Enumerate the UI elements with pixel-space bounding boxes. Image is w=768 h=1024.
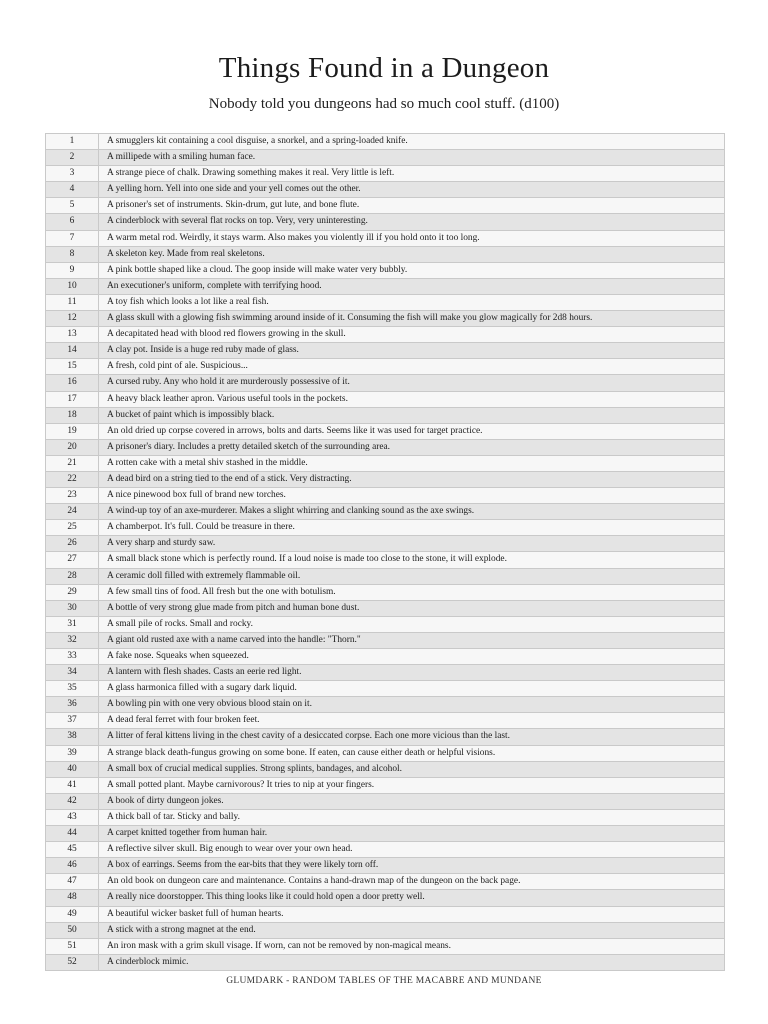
row-number: 1 xyxy=(46,134,99,149)
row-text: A decapitated head with blood red flowers growing in the skull. xyxy=(107,329,346,340)
table-row xyxy=(46,424,724,440)
row-text: A small potted plant. Maybe carnivorous? It tries to nip at your fingers. xyxy=(107,779,375,790)
row-text: A carpet knitted together from human hair. xyxy=(107,828,268,839)
row-number: 49 xyxy=(46,907,99,922)
row-number: 12 xyxy=(46,311,99,326)
table-row xyxy=(46,552,724,568)
page-footer: GLUMDARK - RANDOM TABLES OF THE MACABRE AND MUNDANE xyxy=(226,976,542,986)
row-number: 19 xyxy=(46,424,99,439)
table-row xyxy=(46,569,724,585)
row-number: 26 xyxy=(46,536,99,551)
table-row xyxy=(46,907,724,923)
table-row xyxy=(46,939,724,955)
row-number: 17 xyxy=(46,392,99,407)
table-row xyxy=(46,504,724,520)
table-row xyxy=(46,359,724,375)
table-row xyxy=(46,311,724,327)
row-number: 11 xyxy=(46,295,99,310)
row-number: 38 xyxy=(46,729,99,744)
table-row xyxy=(46,633,724,649)
table-row xyxy=(46,810,724,826)
row-number: 14 xyxy=(46,343,99,358)
row-number: 22 xyxy=(46,472,99,487)
table-row xyxy=(46,295,724,311)
row-text: A chamberpot. It's full. Could be treasure in there. xyxy=(107,522,295,533)
row-number: 47 xyxy=(46,874,99,889)
row-text: A prisoner's diary. Includes a pretty detailed sketch of the surrounding area. xyxy=(107,441,391,452)
table-row xyxy=(46,794,724,810)
row-text: A pink bottle shaped like a cloud. The goop inside will make water very bubbly. xyxy=(107,264,408,275)
row-text: A beautiful wicker basket full of human hearts. xyxy=(107,908,284,919)
row-number: 29 xyxy=(46,585,99,600)
row-text: A nice pinewood box full of brand new torches. xyxy=(107,490,286,501)
row-text: A small box of crucial medical supplies. Strong splints, bandages, and alcohol. xyxy=(107,763,402,774)
row-number: 35 xyxy=(46,681,99,696)
table-row xyxy=(46,874,724,890)
table-row xyxy=(46,182,724,198)
row-text: A bottle of very strong glue made from pitch and human bone dust. xyxy=(107,602,360,613)
table-row xyxy=(46,375,724,391)
row-number: 23 xyxy=(46,488,99,503)
table-row xyxy=(46,247,724,263)
row-number: 6 xyxy=(46,214,99,229)
row-number: 33 xyxy=(46,649,99,664)
row-text: A smugglers kit containing a cool disguise, a snorkel, and a spring-loaded knife. xyxy=(107,136,408,146)
row-number: 31 xyxy=(46,617,99,632)
row-number: 7 xyxy=(46,231,99,246)
table-row xyxy=(46,826,724,842)
row-text: A wind-up toy of an axe-murderer. Makes a slight whirring and clanking sound as the axe swings. xyxy=(107,506,475,517)
row-number: 24 xyxy=(46,504,99,519)
row-text: A warm metal rod. Weirdly, it stays warm. Also makes you violently ill if you hold onto it too long. xyxy=(107,232,480,243)
row-number: 37 xyxy=(46,713,99,728)
row-number: 32 xyxy=(46,633,99,648)
row-text: A clay pot. Inside is a huge red ruby made of glass. xyxy=(107,345,299,356)
row-number: 18 xyxy=(46,408,99,423)
table-row xyxy=(46,955,724,971)
table-row xyxy=(46,214,724,230)
row-number: 41 xyxy=(46,778,99,793)
table-row xyxy=(46,456,724,472)
table-row xyxy=(46,279,724,295)
row-number: 46 xyxy=(46,858,99,873)
row-text: A lantern with flesh shades. Casts an eerie red light. xyxy=(107,667,302,678)
table-row xyxy=(46,520,724,536)
row-number: 48 xyxy=(46,890,99,905)
row-text: A fresh, cold pint of ale. Suspicious... xyxy=(107,361,248,372)
table-row xyxy=(46,472,724,488)
row-number: 25 xyxy=(46,520,99,535)
table-row xyxy=(46,150,724,166)
row-text: A glass harmonica filled with a sugary dark liquid. xyxy=(107,683,297,694)
row-text: A reflective silver skull. Big enough to wear over your own head. xyxy=(107,844,353,855)
row-number: 20 xyxy=(46,440,99,455)
row-text: A yelling horn. Yell into one side and your yell comes out the other. xyxy=(107,184,361,195)
row-number: 2 xyxy=(46,150,99,165)
table-row xyxy=(46,858,724,874)
row-text: A stick with a strong magnet at the end. xyxy=(107,924,256,935)
row-text: A really nice doorstopper. This thing looks like it could hold open a door pretty well. xyxy=(107,892,425,903)
row-text: An old dried up corpse covered in arrows, bolts and darts. Seems like it was used for target practice. xyxy=(107,425,483,436)
row-text: A litter of feral kittens living in the chest cavity of a desiccated corpse. Each one more vicious than the last. xyxy=(107,731,510,742)
table-row xyxy=(46,488,724,504)
row-number: 9 xyxy=(46,263,99,278)
row-text: A dead feral ferret with four broken feet. xyxy=(107,715,260,726)
row-text: A cinderblock with several flat rocks on top. Very, very uninteresting. xyxy=(107,216,368,227)
row-text: A cursed ruby. Any who hold it are murderously possessive of it. xyxy=(107,377,350,388)
table-row xyxy=(46,198,724,214)
dungeon-items-table xyxy=(45,133,725,971)
row-text: A skeleton key. Made from real skeletons. xyxy=(107,248,265,259)
row-text: A few small tins of food. All fresh but the one with botulism. xyxy=(107,586,336,597)
table-row xyxy=(46,729,724,745)
table-row xyxy=(46,134,724,150)
table-row xyxy=(46,778,724,794)
row-text: A glass skull with a glowing fish swimming around inside of it. Consuming the fish will make you glow magically for 2d8 hours. xyxy=(107,313,593,324)
row-number: 42 xyxy=(46,794,99,809)
row-text: A thick ball of tar. Sticky and bally. xyxy=(107,811,240,822)
row-number: 4 xyxy=(46,182,99,197)
table-row xyxy=(46,762,724,778)
row-number: 15 xyxy=(46,359,99,374)
row-text: A toy fish which looks a lot like a real fish. xyxy=(107,296,269,307)
table-row xyxy=(46,536,724,552)
row-text: An executioner's uniform, complete with terrifying hood. xyxy=(107,280,322,291)
row-text: A giant old rusted axe with a name carved into the handle: "Thorn." xyxy=(107,634,361,645)
row-number: 40 xyxy=(46,762,99,777)
table-row xyxy=(46,649,724,665)
row-text: A bucket of paint which is impossibly black. xyxy=(107,409,275,420)
table-row xyxy=(46,746,724,762)
table-row xyxy=(46,923,724,939)
table-row xyxy=(46,166,724,182)
row-number: 8 xyxy=(46,247,99,262)
page-subtitle: Nobody told you dungeons had so much cool stuff. (d100) xyxy=(208,96,560,112)
row-text: A book of dirty dungeon jokes. xyxy=(107,795,224,806)
table-row xyxy=(46,231,724,247)
table-row xyxy=(46,890,724,906)
row-text: A very sharp and sturdy saw. xyxy=(107,538,216,549)
row-text: A prisoner's set of instruments. Skin-drum, gut lute, and bone flute. xyxy=(107,200,360,211)
row-number: 50 xyxy=(46,923,99,938)
row-text: An old book on dungeon care and maintenance. Contains a hand-drawn map of the dungeon on the back page. xyxy=(107,876,521,887)
row-number: 34 xyxy=(46,665,99,680)
row-text: An iron mask with a grim skull visage. If worn, can not be removed by non-magical means. xyxy=(107,940,451,951)
table-row xyxy=(46,713,724,729)
row-number: 52 xyxy=(46,955,99,970)
row-number: 36 xyxy=(46,697,99,712)
row-text: A heavy black leather apron. Various useful tools in the pockets. xyxy=(107,393,348,404)
row-text: A millipede with a smiling human face. xyxy=(107,152,256,163)
row-number: 39 xyxy=(46,746,99,761)
table-row xyxy=(46,697,724,713)
row-number: 16 xyxy=(46,375,99,390)
row-number: 45 xyxy=(46,842,99,857)
table-row xyxy=(46,681,724,697)
table-row xyxy=(46,408,724,424)
row-text: A strange piece of chalk. Drawing something makes it real. Very little is left. xyxy=(107,168,395,179)
table-row xyxy=(46,440,724,456)
row-number: 28 xyxy=(46,569,99,584)
table-row xyxy=(46,585,724,601)
row-text: A rotten cake with a metal shiv stashed in the middle. xyxy=(107,457,308,468)
page-title: Things Found in a Dungeon xyxy=(218,52,550,84)
table-row xyxy=(46,665,724,681)
row-text: A small black stone which is perfectly round. If a loud noise is made too close to the stone, it will explode. xyxy=(107,554,507,565)
row-number: 10 xyxy=(46,279,99,294)
table-row xyxy=(46,601,724,617)
row-number: 21 xyxy=(46,456,99,471)
row-text: A dead bird on a string tied to the end of a stick. Very distracting. xyxy=(107,473,352,484)
table-row xyxy=(46,842,724,858)
row-text: A small pile of rocks. Small and rocky. xyxy=(107,618,253,629)
row-number: 30 xyxy=(46,601,99,616)
table-row xyxy=(46,327,724,343)
row-number: 5 xyxy=(46,198,99,213)
row-text: A strange black death-fungus growing on some bone. If eaten, can cause either death or helpful visions. xyxy=(107,747,496,758)
row-text: A ceramic doll filled with extremely flammable oil. xyxy=(107,570,301,581)
row-text: A bowling pin with one very obvious blood stain on it. xyxy=(107,699,312,710)
table-row xyxy=(46,343,724,359)
row-number: 27 xyxy=(46,552,99,567)
row-text: A cinderblock mimic. xyxy=(107,956,189,967)
row-number: 43 xyxy=(46,810,99,825)
table-row xyxy=(46,263,724,279)
row-text: A box of earrings. Seems from the ear-bits that they were likely torn off. xyxy=(107,860,379,871)
row-number: 44 xyxy=(46,826,99,841)
row-number: 51 xyxy=(46,939,99,954)
table-row xyxy=(46,617,724,633)
row-number: 3 xyxy=(46,166,99,181)
row-text: A fake nose. Squeaks when squeezed. xyxy=(107,651,249,661)
table-row xyxy=(46,392,724,408)
row-number: 13 xyxy=(46,327,99,342)
